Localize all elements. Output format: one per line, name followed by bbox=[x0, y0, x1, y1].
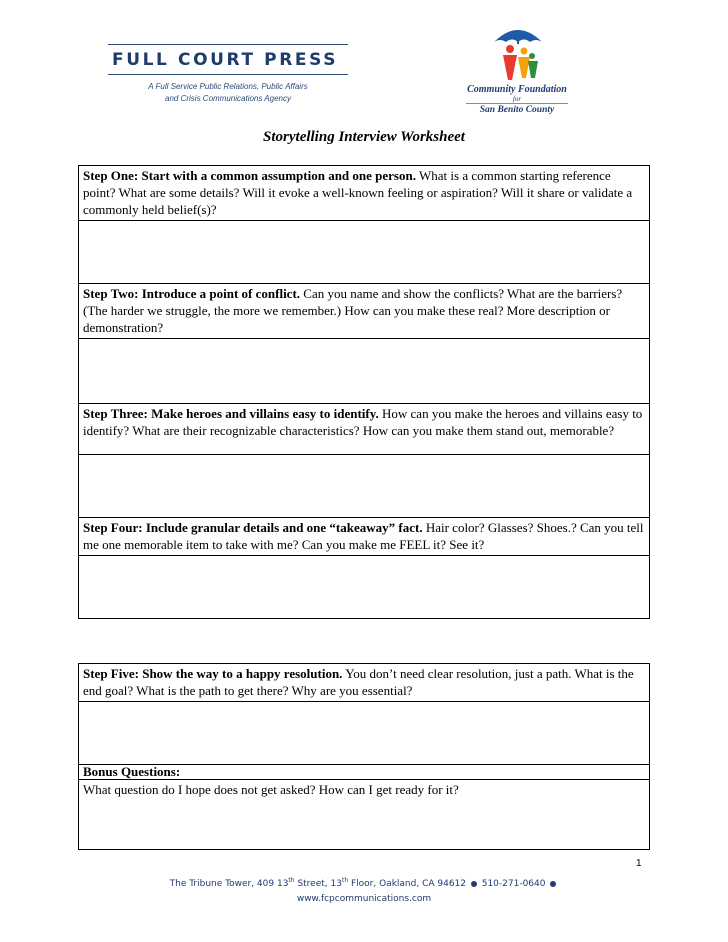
worksheet-table-steps-1-4 bbox=[78, 165, 650, 619]
step-five-answer-field[interactable] bbox=[79, 702, 650, 765]
logo-title: FULL COURT PRESS bbox=[112, 50, 339, 70]
step-three-prompt: Step Three: Make heroes and villains easy to identify. How can you make the heroes and villains easy to identify? What are their recognizable characteristics? How can you make them stand out, memorable? bbox=[79, 404, 650, 455]
step-four-answer-field[interactable] bbox=[79, 556, 650, 619]
worksheet-title: Storytelling Interview Worksheet bbox=[263, 129, 465, 145]
step-one-row bbox=[79, 166, 650, 221]
footer bbox=[0, 873, 728, 907]
step-one-prompt: Step One: Start with a common assumption and one person. What is a common starting reference point? What are some details? Will it evoke a well-known feeling or aspiration? Will it share or validate a commonly held belief(s)? bbox=[79, 166, 650, 221]
step-one-answer-field[interactable] bbox=[79, 221, 650, 284]
step-four-prompt: Step Four: Include granular details and one “takeaway” fact. Hair color? Glasses? Shoes.? Can you tell me one memorable item to take with me? Can you make me FEEL it? See it? bbox=[79, 518, 650, 556]
step-two-answer-field[interactable] bbox=[79, 339, 650, 404]
bullet-icon bbox=[550, 881, 556, 887]
foundation-name: Community Foundation bbox=[467, 84, 567, 95]
step-two-answer-row bbox=[79, 339, 650, 404]
logo-bottom-rule bbox=[108, 74, 348, 75]
step-five-answer-row bbox=[79, 702, 650, 765]
footer-website[interactable]: www.fcpcommunications.com bbox=[296, 894, 432, 904]
bonus-heading-row bbox=[79, 765, 650, 780]
foundation-county: San Benito County bbox=[479, 105, 555, 115]
step-two-row bbox=[79, 284, 650, 339]
step-five-prompt: Step Five: Show the way to a happy resolution. You don’t need clear resolution, just a path. What is the end goal? What is the path to get there? Why are you essential? bbox=[79, 664, 650, 702]
step-five-row bbox=[79, 664, 650, 702]
step-three-answer-row bbox=[79, 455, 650, 518]
page-number: 1 bbox=[636, 858, 642, 869]
step-three-answer-field[interactable] bbox=[79, 455, 650, 518]
step-three-row bbox=[79, 404, 650, 455]
step-two-prompt: Step Two: Introduce a point of conflict. Can you name and show the conflicts? What are the barriers? (The harder we struggle, the more we remember.) How can you make these real? More description or demonstration? bbox=[79, 284, 650, 339]
bonus-question-row bbox=[79, 780, 650, 850]
worksheet-table-step-5-bonus bbox=[78, 663, 650, 850]
foundation-for: for bbox=[512, 95, 522, 103]
bullet-icon bbox=[471, 881, 477, 887]
logo-tagline: A Full Service Public Relations, Public Affairs and Crisis Communications Agency bbox=[148, 82, 308, 103]
step-one-answer-row bbox=[79, 221, 650, 284]
bonus-heading: Bonus Questions: bbox=[79, 765, 650, 780]
community-foundation-logo bbox=[462, 22, 572, 116]
step-four-row bbox=[79, 518, 650, 556]
step-four-answer-row bbox=[79, 556, 650, 619]
full-court-press-logo bbox=[108, 44, 348, 105]
umbrella-people-icon bbox=[488, 22, 548, 84]
footer-address: The Tribune Tower, 409 13th Street, 13th Floor, Oakland, CA 94612 510-271-0640 bbox=[0, 873, 728, 892]
bonus-question: What question do I hope does not get asked? How can I get ready for it? bbox=[79, 780, 650, 850]
